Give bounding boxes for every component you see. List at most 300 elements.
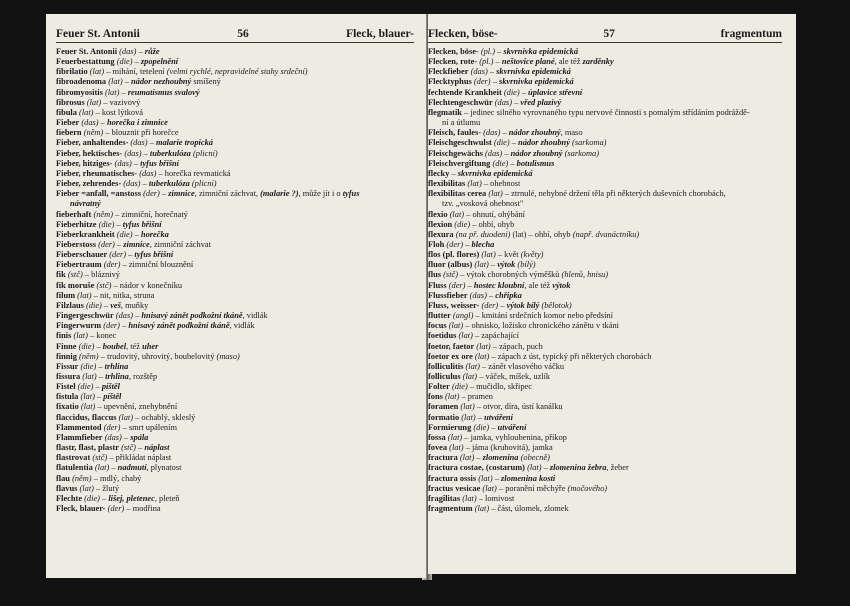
entry-headword: flecky: [428, 168, 450, 178]
dictionary-entry: [56, 433, 414, 443]
entry-text: smíšený: [191, 77, 221, 87]
entry-dash: –: [93, 382, 102, 392]
left-header-end-word: Fleck, blauer-: [346, 28, 414, 40]
entry-text: , ale též: [554, 57, 583, 67]
entry-dash: –: [93, 483, 103, 493]
entry-dash: –: [463, 239, 472, 249]
entry-headword: Finne: [56, 341, 77, 351]
entry-grammar: (der): [107, 504, 125, 514]
entry-text: zimniční blouznění: [128, 260, 194, 270]
entry-grammar: (der): [103, 422, 121, 432]
entry-translation: nádor zhoubný: [508, 128, 561, 138]
entry-grammar: (lat): [482, 483, 497, 493]
entry-grammar: (lat): [82, 372, 97, 381]
entry-grammar: (die): [473, 422, 490, 432]
dictionary-entry: [428, 402, 782, 412]
entry-dash: –: [101, 300, 111, 310]
entry-dash: –: [474, 453, 483, 463]
entry-grammar: (das): [494, 97, 512, 107]
left-page: [46, 14, 426, 578]
right-entries: [428, 47, 782, 514]
entry-text: zapáchající: [481, 331, 519, 341]
entry-headword: fractura: [428, 453, 458, 463]
entry-dash: –: [496, 483, 506, 493]
entry-headword: fissura: [56, 372, 81, 381]
dictionary-entry: [428, 372, 782, 382]
dictionary-entry: [428, 463, 782, 473]
entry-dash: –: [120, 422, 129, 432]
dictionary-entry: [56, 47, 414, 57]
entry-dash: –: [87, 331, 97, 341]
entry-translation: chřipka: [495, 290, 522, 300]
entry-note: (bělotok): [541, 300, 572, 310]
entry-headword: flexura: [428, 229, 454, 239]
entry-text: zápach z úst, typický při některých chorobách: [497, 351, 652, 361]
dictionary-entry: [56, 149, 414, 159]
dictionary-entry: [428, 494, 782, 504]
entry-headword: Flammentod: [56, 422, 102, 432]
dictionary-entry: [428, 443, 782, 453]
entry-headword: fossa: [428, 432, 446, 442]
entry-text: , žeber: [606, 463, 629, 473]
dictionary-entry: [428, 423, 782, 433]
entry-text: , rozštěp: [128, 372, 158, 381]
entry-headword: Fluss: [428, 280, 447, 290]
dictionary-entry: [56, 402, 414, 412]
entry-headword: Folter: [428, 382, 450, 392]
entry-headword: fractus vesicae: [428, 483, 481, 493]
entry-text: zánět vlasového váčku: [488, 361, 565, 371]
entry-dash: –: [98, 118, 107, 128]
dictionary-entry: [428, 474, 782, 484]
entry-grammar: (lat): [86, 97, 102, 107]
entry-dash: –: [96, 361, 105, 371]
entry-text: jamka, vyhloubenina, příkop: [470, 432, 567, 442]
entry-dash: –: [124, 504, 133, 514]
entry-dash: –: [495, 250, 505, 260]
entry-dash: –: [476, 493, 485, 503]
entry-grammar: (angl): [452, 311, 474, 321]
entry-translation: skvrnivka epidemická: [503, 47, 579, 56]
entry-note: (plicní): [192, 148, 218, 158]
dictionary-entry: [56, 321, 414, 331]
entry-text: výtok chorobných výměšků: [466, 270, 562, 280]
right-page-header: [428, 28, 782, 43]
dictionary-entry: Fieber =anfall, =anstoss (der) – zimnice, zimniční záchvat, (malarie ?), může jít i o tyfus návratný: [56, 189, 360, 209]
entry-text: jáma (kruhovitá), jamka: [471, 443, 553, 453]
entry-dash: –: [519, 87, 529, 97]
entry-grammar: (lat): [474, 504, 490, 514]
entry-headword: folliculus: [428, 372, 461, 381]
entry-grammar: (der): [448, 280, 466, 290]
dictionary-entry: [428, 57, 782, 67]
entry-grammar: (das): [115, 311, 133, 321]
entry-translation: neštovice plané: [501, 57, 555, 67]
entry-grammar: (něm): [79, 351, 99, 361]
dictionary-entry: [56, 118, 414, 128]
entry-dash: –: [114, 239, 124, 249]
entry-dash: –: [458, 270, 467, 280]
left-header-guide-word: Feuer St. Antonii: [56, 28, 140, 40]
entry-headword: Fleisch, faules-: [428, 128, 482, 138]
entry-text: , vidlák: [242, 311, 268, 321]
entry-dash: –: [99, 493, 109, 503]
entry-text: část, úlomek, zlomek: [497, 504, 569, 514]
entry-grammar: (die): [86, 300, 102, 310]
dictionary-entry: [428, 67, 782, 77]
entry-translation: zpopelnění: [140, 57, 179, 67]
dictionary-entry: [428, 138, 782, 148]
entry-note: (velmi rychlé, nepravidelné stahy srdeční): [166, 67, 308, 77]
entry-grammar: (lat): [108, 77, 123, 87]
dictionary-entry: [428, 230, 782, 240]
entry-dash: –: [508, 158, 517, 168]
entry-note: (např. dvanáctníku): [572, 229, 640, 239]
entry-dash: –: [82, 270, 92, 280]
entry-translation: malarie tropická: [155, 138, 213, 148]
entry-grammar: (das): [470, 67, 488, 77]
entry-headword: fik moruše: [56, 280, 95, 290]
entry-dash: –: [498, 300, 507, 310]
entry-dash: –: [132, 57, 141, 67]
entry-dash: –: [94, 392, 104, 402]
dictionary-entry: [428, 88, 782, 98]
entry-headword: Fissur: [56, 361, 79, 371]
entry-headword: fragilitas: [428, 493, 461, 503]
entry-grammar: (der): [103, 321, 120, 331]
entry-dash: –: [114, 219, 123, 229]
entry-translation: zlomenina kosti: [501, 473, 556, 483]
dictionary-entry: [56, 382, 414, 392]
entry-text: poranění měchýře: [505, 483, 568, 493]
dictionary-entry: [56, 504, 414, 514]
entry-dash: –: [141, 148, 150, 158]
entry-headword: flastr, flast, plastr: [56, 443, 119, 453]
dictionary-entry: [428, 210, 782, 220]
entry-text: blouznit při horečce: [111, 128, 179, 138]
right-page: [428, 14, 796, 574]
entry-grammar: (pl.): [480, 47, 495, 56]
entry-text: , též: [126, 341, 143, 351]
entry-headword: focus: [428, 321, 447, 331]
dictionary-entry: [428, 159, 782, 169]
entry-dash: –: [467, 382, 477, 392]
dictionary-entry: [428, 169, 782, 179]
dictionary-entry: [56, 230, 414, 240]
entry-headword: fieberhaft: [56, 209, 92, 219]
entry-dash: –: [465, 280, 474, 290]
dictionary-entry: [428, 240, 782, 250]
entry-grammar: (lat): [481, 250, 496, 260]
entry-text: , vidlák: [229, 321, 255, 331]
entry-text: upevnění, znehybnění: [103, 402, 178, 412]
entry-grammar: (lat): [449, 209, 465, 219]
entry-translation-extra: zarděnky: [582, 57, 614, 67]
entry-translation: reumatismus svalový: [127, 87, 200, 97]
right-header-end-word: fragmentum: [720, 28, 782, 40]
entry-grammar: (lat): [80, 392, 95, 402]
entry-headword: Fleischvergiftung: [428, 158, 491, 168]
entry-text: kost lýtková: [101, 107, 144, 117]
entry-translation: utváření: [484, 412, 513, 422]
dictionary-entry: [56, 138, 414, 148]
entry-grammar: (die): [451, 382, 468, 392]
entry-dash: –: [463, 443, 472, 453]
entry-headword: fibromyositis: [56, 87, 103, 97]
dictionary-entry: [428, 362, 782, 372]
entry-translation: píštěl: [103, 392, 122, 402]
entry-dash: –: [511, 97, 521, 107]
entry-grammar: (die): [84, 493, 100, 503]
entry-grammar: (lat): [73, 331, 88, 341]
entry-headword: fibrosus: [56, 97, 85, 107]
entry-translation: trhlina: [105, 372, 129, 381]
entry-translation-extra: výtok: [552, 280, 571, 290]
dictionary-entry: flegmatik – jedinec silného vyrovnaného typu nervové činnosti s pomalým střídáním podráždě- ní a útlumu: [428, 107, 750, 128]
entry-text: , pleteň: [154, 493, 180, 503]
entry-text: , plynatost: [146, 463, 182, 473]
entry-note: (obecně): [520, 453, 550, 463]
entry-text: , ale též: [524, 280, 553, 290]
entry-note: (sarkoma): [564, 148, 600, 158]
entry-dash: –: [459, 392, 468, 402]
entry-text: přikládat náplast: [115, 453, 172, 463]
dictionary-entry: [56, 77, 414, 87]
dictionary-entry: [428, 504, 782, 514]
entry-dash: –: [488, 260, 498, 270]
entry-note: (bílý): [517, 260, 536, 270]
entry-headword: flavus: [56, 483, 78, 493]
dictionary-entry: [428, 291, 782, 301]
entry-translation: nádor nezhoubný: [131, 77, 192, 87]
dictionary-entry: [56, 423, 414, 433]
entry-text: zápach, puch: [499, 341, 543, 351]
entry-note: (květy): [520, 250, 544, 260]
entry-text: žlutý: [102, 483, 120, 493]
entry-dash: –: [120, 260, 129, 270]
entry-grammar: (lat): [476, 341, 491, 351]
entry-grammar: (das): [469, 290, 487, 300]
dictionary-entry: [56, 443, 414, 453]
entry-dash: (lat) –: [510, 229, 535, 239]
entry-headword: Feuer St. Antonii: [56, 47, 118, 56]
entry-text: mihání, tetelení: [112, 67, 167, 77]
entry-grammar: (das): [124, 148, 142, 158]
entry-dash: –: [470, 219, 479, 229]
entry-grammar: (das): [139, 168, 157, 178]
dictionary-entry: [56, 260, 414, 270]
entry-headword: fractura ossis: [428, 473, 477, 483]
entry-headword: Fleischgewächs: [428, 148, 483, 158]
entry-translation: zlomenina: [482, 453, 519, 463]
dictionary-entry: [428, 128, 782, 138]
entry-dash: –: [541, 463, 550, 473]
entry-grammar: (lat): [77, 290, 92, 300]
entry-text: ochablý, skleslý: [141, 412, 196, 422]
entry-translation: horečka: [140, 229, 169, 239]
entry-text: zimniční, horečnatý: [121, 209, 188, 219]
entry-grammar: (die): [78, 341, 95, 351]
entry-headword: flexion: [428, 219, 453, 229]
dictionary-entry: [56, 291, 414, 301]
entry-grammar: (lat): [118, 412, 133, 422]
dictionary-entry: [56, 108, 414, 118]
entry-dash: –: [109, 463, 118, 473]
entry-headword: Fluss, weisser-: [428, 300, 480, 310]
entry-grammar: (der): [109, 250, 127, 260]
entry-translation: spála: [130, 432, 149, 442]
dictionary-entry: [56, 392, 414, 402]
entry-dash: –: [464, 209, 473, 219]
entry-text: ohbí, ohyb: [534, 229, 573, 239]
entry-translation: nádor zhoubný: [510, 148, 563, 158]
entry-group: [428, 47, 782, 108]
dictionary-entry: [56, 281, 414, 291]
entry-headword: foramen: [428, 402, 459, 412]
entry-grammar: (das): [81, 118, 99, 128]
entry-group: [56, 47, 414, 189]
entry-translation: zimnice: [123, 239, 150, 249]
entry-translation: hnisavý zánět podkožní tkáně: [128, 321, 230, 331]
dictionary-entry: [428, 413, 782, 423]
entry-headword: Flammfieber: [56, 432, 103, 442]
entry-grammar: (die): [503, 87, 520, 97]
entry-grammar: (lat): [474, 260, 489, 270]
entry-headword: fibula: [56, 107, 77, 117]
entry-headword: Fieber, hektisches-: [56, 148, 123, 158]
left-page-number: 56: [237, 28, 249, 40]
entry-text: ohnisko, ložisko chronického zánětu v tkáni: [471, 321, 619, 331]
entry-grammar: (lat): [79, 107, 94, 117]
entry-dash: –: [156, 168, 165, 178]
entry-text: , zimniční záchvat: [149, 239, 211, 249]
entry-grammar: (der): [481, 300, 499, 310]
dictionary-entry: [56, 57, 414, 67]
entry-text: smrt upálením: [128, 422, 177, 432]
entry-text: nádor v konečníku: [119, 280, 183, 290]
entry-grammar: (der): [473, 77, 491, 87]
entry-note: (maso): [216, 351, 240, 361]
entry-dash: –: [122, 77, 131, 87]
dictionary-entry: [56, 342, 414, 352]
entry-grammar: (lat): [445, 392, 460, 402]
entry-grammar: (die): [77, 382, 94, 392]
entry-headword: flatulentia: [56, 463, 93, 473]
entry-text: ohbí, ohyb: [478, 219, 515, 229]
entry-headword: Formierung: [428, 422, 472, 432]
entry-headword: foetor ex ore: [428, 351, 473, 361]
entry-grammar: (lat): [448, 321, 464, 331]
entry-dash: –: [119, 87, 128, 97]
entry-headword: Flechte: [56, 493, 83, 503]
dictionary-entry: [428, 270, 782, 280]
entry-translation: nadmutí: [117, 463, 147, 473]
entry-headword: filum: [56, 290, 76, 300]
entry-headword: fechtende Krankheit: [428, 87, 502, 97]
entry-headword: Fieber: [56, 118, 80, 128]
entry-text: bláznivý: [91, 270, 120, 280]
dictionary-entry: [56, 362, 414, 372]
entry-grammar: (lat): [465, 361, 480, 371]
entry-note: (močového): [567, 483, 608, 493]
entry-headword: formatio: [428, 412, 460, 422]
entry-grammar: (něm): [93, 209, 113, 219]
dictionary-entry: [428, 220, 782, 230]
entry-dash: –: [451, 168, 458, 178]
entry-grammar: (lat): [474, 351, 490, 361]
entry-translation: úplavice střevní: [528, 87, 583, 97]
dictionary-entry: [428, 331, 782, 341]
entry-translation: boubel: [102, 341, 127, 351]
dictionary-entry: [56, 98, 414, 108]
entry-grammar: (lat): [458, 331, 473, 341]
entry-grammar: (die): [98, 219, 115, 229]
entry-headword: finnig: [56, 351, 77, 361]
entry-translation: trhlina: [104, 361, 129, 371]
entry-dash: –: [111, 280, 120, 290]
entry-text: kmitání srdečních komor nebo předsíní: [481, 311, 613, 321]
entry-headword: Fleckfieber: [428, 67, 469, 77]
entry-dash: –: [107, 453, 116, 463]
dictionary-entry: [56, 413, 414, 423]
entry-translation: píštěl: [101, 382, 120, 392]
entry-headword: fractura costae, (costarum): [428, 463, 525, 473]
entry-headword: flau: [56, 473, 70, 483]
entry-headword: fovea: [428, 443, 448, 453]
entry-grammar: (das): [114, 158, 132, 168]
dictionary-entry: [56, 240, 414, 250]
dictionary-entry: [56, 453, 414, 463]
dictionary-entry: [428, 260, 782, 270]
dictionary-entry: [56, 311, 414, 321]
entry-grammar: (lat): [527, 463, 542, 473]
dictionary-entry: [56, 88, 414, 98]
dictionary-entry: [56, 179, 414, 189]
entry-grammar: (das): [123, 179, 141, 189]
dictionary-entry: [56, 494, 414, 504]
entry-translation: skvrnivka epidemická: [457, 168, 533, 178]
entry-dash: –: [462, 432, 471, 442]
entry-dash: –: [489, 351, 498, 361]
entry-dash: –: [95, 402, 104, 412]
entry-headword: Fieberstoss: [56, 239, 97, 249]
entry-headword: fibrilatio: [56, 67, 88, 77]
entry-headword: flaccidus, flaccus: [56, 412, 117, 422]
entry-translation: výtok: [497, 260, 516, 270]
entry-text: mdlý, chabý: [99, 473, 142, 483]
entry-translation: výtok bílý: [506, 300, 540, 310]
entry-note: (hlenů, hnisu): [561, 270, 609, 280]
entry-translation: nádor zhoubný: [518, 138, 570, 148]
entry-grammar: (das): [119, 47, 137, 56]
entry-dash: –: [126, 250, 135, 260]
dictionary-entry: [428, 484, 782, 494]
entry-dash: –: [489, 422, 498, 432]
entry-dash: –: [147, 138, 156, 148]
entry-headword: Fingerwurm: [56, 321, 102, 331]
entry-text: pramen: [467, 392, 493, 402]
entry-translation: veš: [110, 300, 121, 310]
entry-translation-extra: uher: [142, 341, 159, 351]
entry-grammar: (lat): [467, 179, 482, 189]
entry-dash: –: [472, 331, 482, 341]
dictionary-entry: [56, 220, 414, 230]
entry-text: , maso: [560, 128, 583, 138]
dictionary-entry: [428, 352, 782, 362]
entry-dash: –: [104, 67, 113, 77]
entry-grammar: (stč): [443, 270, 459, 280]
entry-dash: –: [492, 473, 502, 483]
